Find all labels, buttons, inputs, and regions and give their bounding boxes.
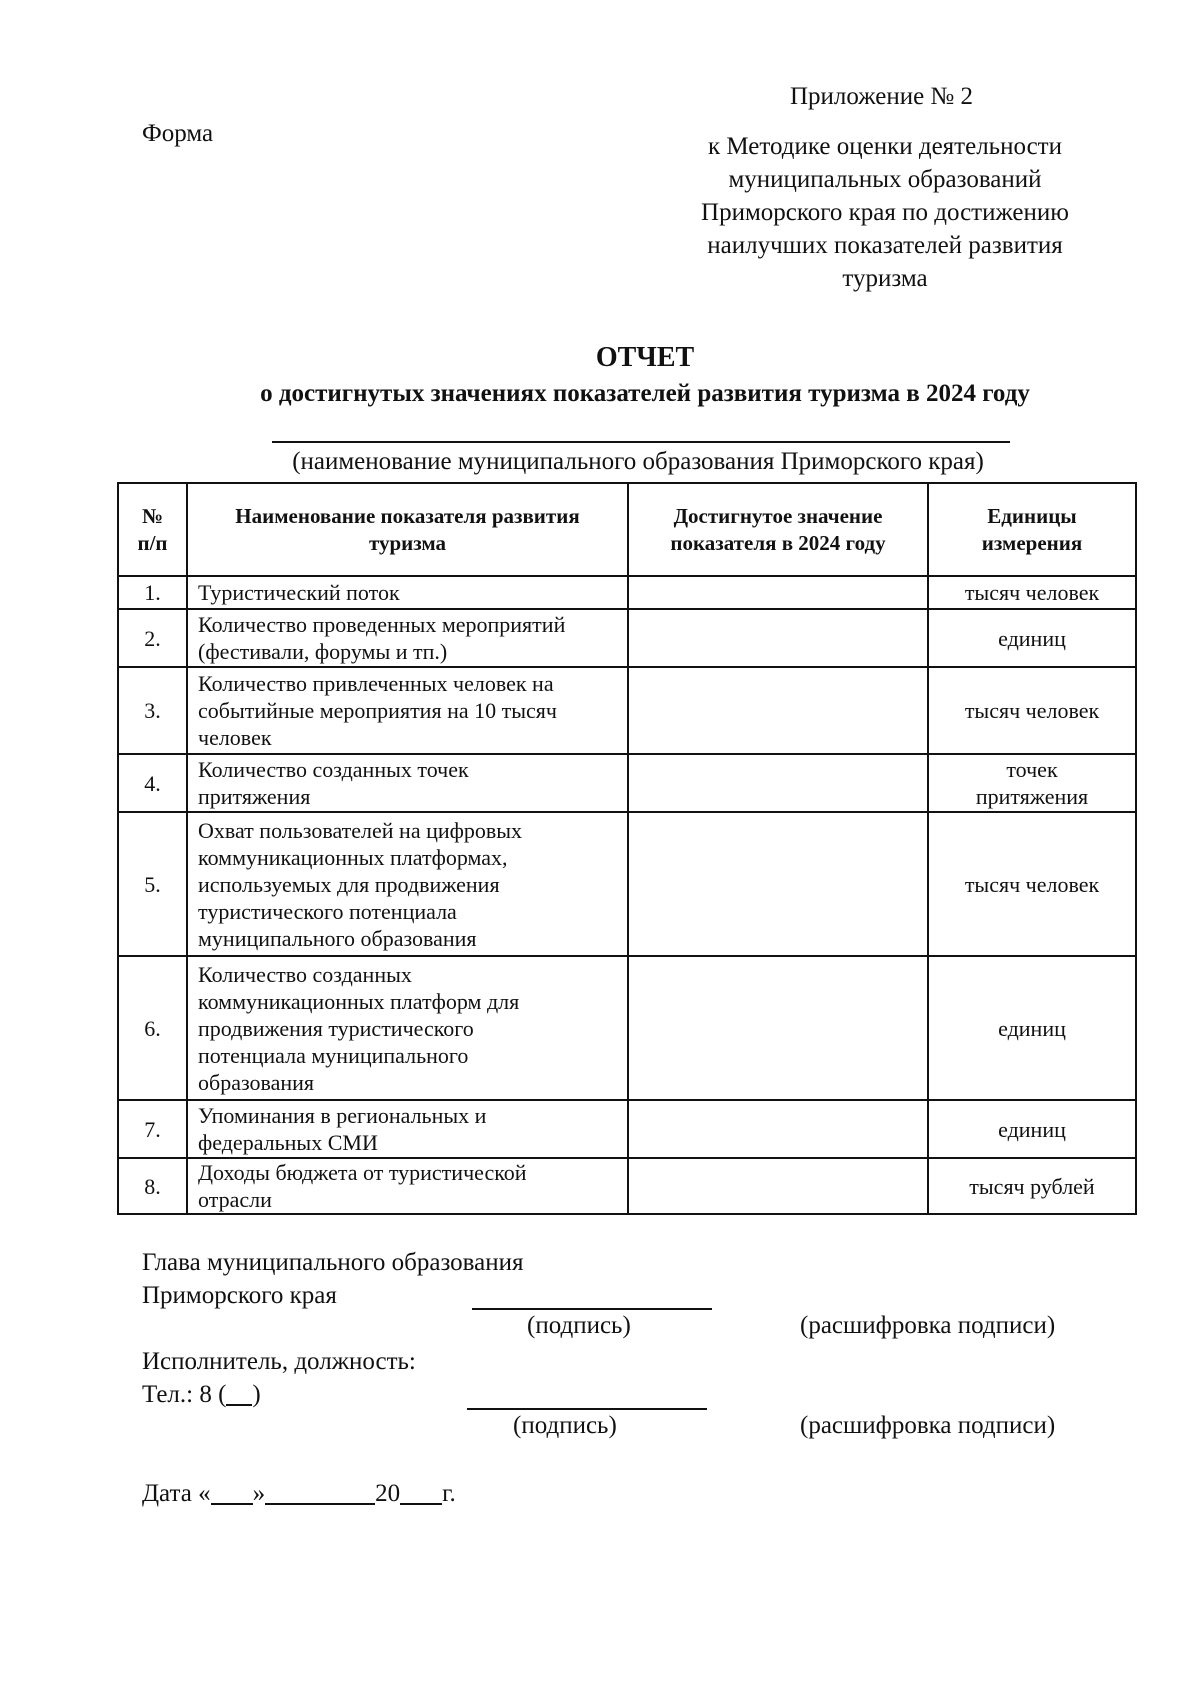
indicator-name xyxy=(187,956,628,1100)
executor-decoding-caption: (расшифровка подписи) xyxy=(800,1412,1056,1439)
unit-line: единиц xyxy=(998,1015,1066,1041)
unit-cell xyxy=(928,609,1136,667)
unit-line: притяжения xyxy=(975,784,1089,809)
indicator-name-line: образования xyxy=(198,1069,315,1095)
indicator-name-line: Количество проведенных мероприятий xyxy=(198,612,566,637)
date-day-blank[interactable] xyxy=(211,1479,253,1505)
header-value xyxy=(628,483,928,576)
appendix-reference-line: наилучших показателей развития xyxy=(707,232,1063,259)
table-row xyxy=(118,609,1136,667)
indicator-name-line: человек xyxy=(198,725,272,750)
table-row xyxy=(118,576,1136,609)
achieved-value-cell[interactable] xyxy=(628,609,928,667)
unit-cell xyxy=(928,754,1136,812)
achieved-value-cell[interactable] xyxy=(628,812,928,956)
indicator-name-line: Количество привлеченных человек на xyxy=(198,671,554,696)
table-row xyxy=(118,956,1136,1100)
appendix-reference-line: туризма xyxy=(842,265,928,292)
executor-label: Исполнитель, должность: xyxy=(142,1348,416,1375)
row-number: 8. xyxy=(118,1158,187,1214)
table-row xyxy=(118,812,1136,956)
unit-cell xyxy=(928,576,1136,609)
unit-cell xyxy=(928,1100,1136,1158)
head-title-line1: Глава муниципального образования xyxy=(142,1249,524,1276)
indicator-name-line: Количество созданных xyxy=(198,961,412,987)
achieved-value-cell[interactable] xyxy=(628,1158,928,1214)
indicator-name xyxy=(187,754,628,812)
unit-line: тысяч рублей xyxy=(969,1173,1095,1199)
head-signature-caption: (подпись) xyxy=(527,1312,631,1339)
unit-line: точек xyxy=(1006,757,1058,782)
unit-cell xyxy=(928,1158,1136,1214)
date-quote-close: » xyxy=(252,1480,266,1507)
header-unit xyxy=(928,483,1136,576)
date-prefix: Дата « xyxy=(142,1480,211,1507)
indicator-name-line: продвижения туристического xyxy=(198,1015,474,1041)
appendix-reference-line: муниципальных образований xyxy=(728,166,1042,193)
table-row xyxy=(118,667,1136,754)
appendix-number: Приложение № 2 xyxy=(790,83,974,110)
indicator-name-line: муниципального образования xyxy=(198,925,477,951)
header-name-line: туризма xyxy=(368,530,447,555)
header-num xyxy=(118,483,187,576)
header-name-line: Наименование показателя развития xyxy=(235,503,580,528)
indicator-name-line: событийные мероприятия на 10 тысяч xyxy=(198,698,557,723)
phone-field xyxy=(142,1378,261,1411)
unit-cell xyxy=(928,667,1136,754)
achieved-value-cell[interactable] xyxy=(628,667,928,754)
indicator-name-line: коммуникационных платформ для xyxy=(198,988,520,1014)
appendix-reference-line: Приморского края по достижению xyxy=(701,199,1069,226)
indicator-name-line: федеральных СМИ xyxy=(198,1130,378,1155)
table-header-row xyxy=(118,483,1136,576)
indicator-name xyxy=(187,667,628,754)
appendix-reference xyxy=(640,130,1130,295)
phone-close: ) xyxy=(252,1381,261,1408)
row-number: 2. xyxy=(118,609,187,667)
unit-line: тысяч человек xyxy=(964,698,1100,723)
head-decoding-caption: (расшифровка подписи) xyxy=(800,1312,1056,1339)
unit-line: единиц xyxy=(998,1116,1066,1142)
row-number: 3. xyxy=(118,667,187,754)
indicator-name-line: используемых для продвижения xyxy=(198,871,500,897)
unit-line: тысяч человек xyxy=(964,580,1100,605)
row-number: 6. xyxy=(118,956,187,1100)
executor-signature-caption: (подпись) xyxy=(513,1412,617,1439)
date-suffix: г. xyxy=(442,1480,456,1507)
indicator-name-line: Охват пользователей на цифровых xyxy=(198,817,523,843)
report-subtitle: о достигнутых значениях показателей развития туризма в 2024 году xyxy=(260,380,1030,407)
header-num-line: п/п xyxy=(137,530,168,555)
achieved-value-cell[interactable] xyxy=(628,576,928,609)
header-name xyxy=(187,483,628,576)
header-unit-line: измерения xyxy=(981,530,1083,555)
indicator-name xyxy=(187,576,628,609)
header-value-line: показателя в 2024 году xyxy=(670,530,886,555)
row-number: 4. xyxy=(118,754,187,812)
indicator-name-line: Количество созданных точек xyxy=(198,757,469,782)
phone-code-blank[interactable] xyxy=(226,1380,252,1406)
row-number: 1. xyxy=(118,576,187,609)
table-row xyxy=(118,754,1136,812)
row-number: 7. xyxy=(118,1100,187,1158)
date-year-blank[interactable] xyxy=(400,1479,442,1505)
indicator-name-line: потенциала муниципального xyxy=(198,1042,469,1068)
unit-cell xyxy=(928,956,1136,1100)
header-num-line: № xyxy=(141,503,164,528)
indicator-name xyxy=(187,609,628,667)
table-row xyxy=(118,1158,1136,1214)
header-value-line: Достигнутое значение xyxy=(673,503,883,528)
unit-cell xyxy=(928,812,1136,956)
phone-label: Тел.: 8 ( xyxy=(142,1381,227,1408)
indicator-name-line: притяжения xyxy=(198,784,311,809)
indicators-table xyxy=(117,482,1137,1215)
head-title-line2: Приморского края xyxy=(142,1282,337,1309)
date-year-prefix: 20 xyxy=(375,1480,401,1507)
achieved-value-cell[interactable] xyxy=(628,1100,928,1158)
indicator-name-line: (фестивали, форумы и тп.) xyxy=(198,639,448,664)
table-row xyxy=(118,1100,1136,1158)
form-label: Форма xyxy=(142,120,214,147)
municipality-caption: (наименование муниципального образования Приморского края) xyxy=(292,448,984,475)
indicator-name xyxy=(187,1158,628,1214)
appendix-reference-line: к Методике оценки деятельности xyxy=(708,133,1062,160)
achieved-value-cell[interactable] xyxy=(628,754,928,812)
indicator-name xyxy=(187,1100,628,1158)
date-month-blank[interactable] xyxy=(265,1479,375,1505)
indicator-name-line: Упоминания в региональных и xyxy=(198,1103,487,1128)
unit-line: единиц xyxy=(998,625,1066,651)
municipality-name-line[interactable] xyxy=(272,441,1010,443)
date-field xyxy=(142,1477,456,1510)
row-number: 5. xyxy=(118,812,187,956)
indicator-name-line: коммуникационных платформах, xyxy=(198,844,508,870)
indicator-name-line: Доходы бюджета от туристической xyxy=(198,1160,527,1185)
unit-line: тысяч человек xyxy=(964,871,1100,897)
indicator-name-line: туристического потенциала xyxy=(198,898,457,924)
report-title: ОТЧЕТ xyxy=(595,342,695,373)
indicator-name xyxy=(187,812,628,956)
header-unit-line: Единицы xyxy=(987,503,1077,528)
indicator-name-line: отрасли xyxy=(198,1187,272,1212)
achieved-value-cell[interactable] xyxy=(628,956,928,1100)
indicator-name-line: Туристический поток xyxy=(198,580,400,605)
